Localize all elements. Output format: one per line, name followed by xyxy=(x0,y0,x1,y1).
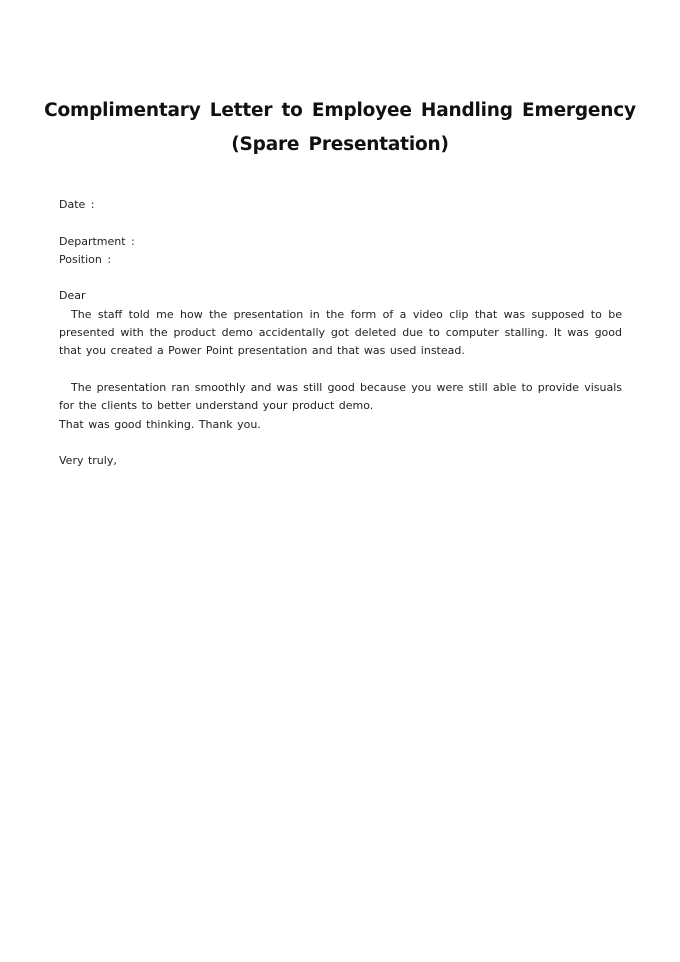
salutation: Dear xyxy=(59,289,86,303)
spacer xyxy=(59,214,622,232)
date-field: Date : xyxy=(59,198,95,211)
paragraph-1: The staff told me how the presentation in the form of a video clip that was supposed to be presented with the product demo accidentally got deleted due to computer stalling. It was good that you created a Power Point presentation and that was used instead. xyxy=(59,307,622,358)
spacer xyxy=(59,361,622,379)
title-line-1: Complimentary Letter to Employee Handling Emergency xyxy=(44,100,636,121)
spacer xyxy=(59,434,622,452)
title-line-2: (Spare Presentation) xyxy=(231,134,449,155)
letter-body xyxy=(59,196,622,470)
position-field: Position : xyxy=(59,252,112,266)
spacer xyxy=(59,269,622,287)
department-field: Department : xyxy=(59,234,135,248)
paragraph-2: The presentation ran smoothly and was still good because you were still able to provide visuals for the clients to better understand your product demo. xyxy=(59,380,622,413)
sign-off: Very truly, xyxy=(59,454,117,468)
letter-title xyxy=(40,94,640,162)
closing-line: That was good thinking. Thank you. xyxy=(59,417,261,431)
